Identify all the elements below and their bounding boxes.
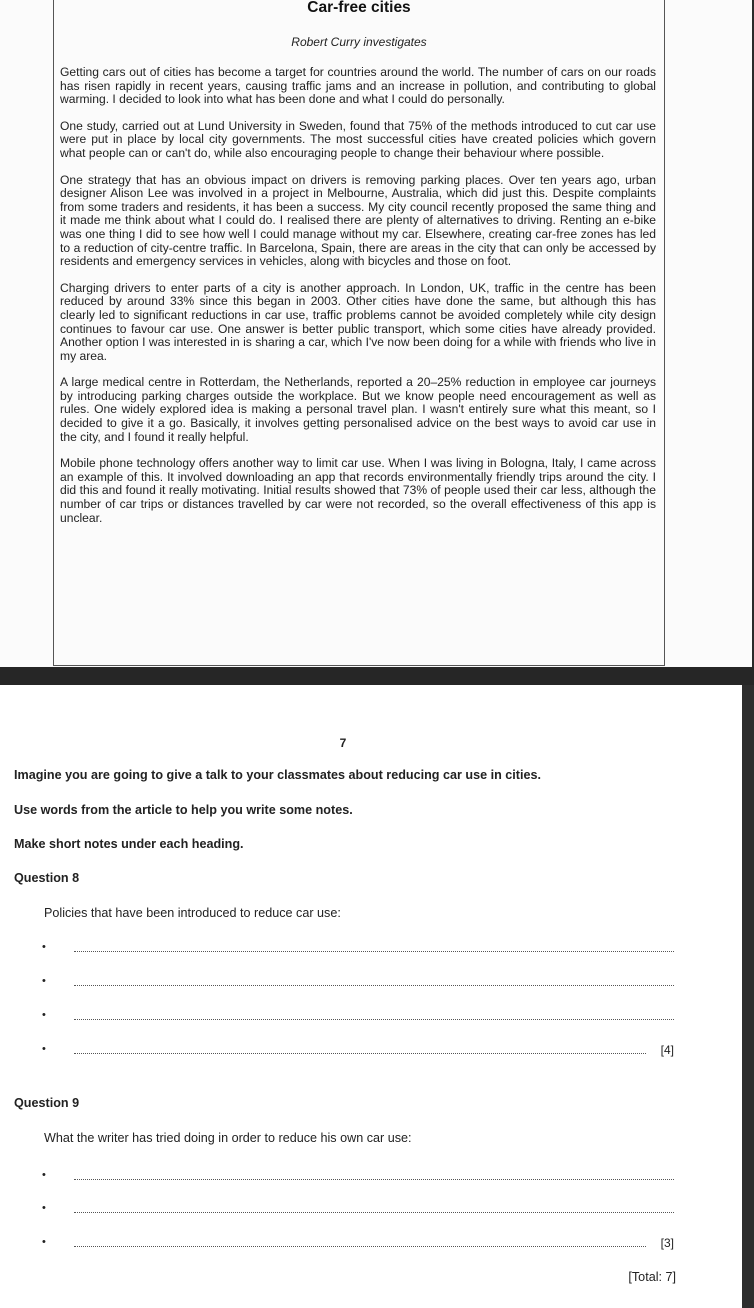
- bullet-icon: •: [42, 941, 46, 953]
- article-paragraph: Mobile phone technology offers another way to limit car use. When I was living in Bologna, Italy, I came across an example of this. It involved downloading an app that records environmentally friendly trips around the city. I did this and found it really motivating. Initial results showed that 73% of people used their car less, although the number of car trips or distances travelled by car were not recorded, so the overall effectiveness of this app is unclear.: [60, 456, 656, 525]
- answer-line[interactable]: [42, 1009, 674, 1023]
- bullet-icon: •: [42, 1169, 46, 1181]
- bullet-icon: •: [42, 1043, 46, 1055]
- dotted-answer-line: [74, 1212, 674, 1213]
- question-8-prompt: Policies that have been introduced to reduce car use:: [44, 906, 341, 920]
- question-9-heading: Question 9: [14, 1096, 80, 1110]
- page-gap: [0, 667, 754, 685]
- bullet-icon: •: [42, 1009, 46, 1021]
- article-title: Car-free cities: [307, 0, 411, 16]
- answer-line[interactable]: [42, 1236, 674, 1250]
- answer-line[interactable]: [42, 941, 674, 955]
- dotted-answer-line: [74, 1019, 674, 1020]
- answer-line[interactable]: [42, 975, 674, 989]
- answer-line[interactable]: [42, 1043, 674, 1057]
- question-8-marks: [4]: [660, 1043, 674, 1057]
- question-9-prompt: What the writer has tried doing in order to reduce his own car use:: [44, 1131, 412, 1145]
- dotted-answer-line: [74, 1246, 646, 1247]
- article-paragraph: A large medical centre in Rotterdam, the Netherlands, reported a 20–25% reduction in employee car journeys by introducing parking charges outside the workplace. But we know people need encouragement as well as rules. One widely explored idea is making a personal travel plan. I wasn't entirely sure what this meant, so I decided to give it a go. Basically, it involves getting personalised advice on the best ways to avoid car use in the city, and I found it really helpful.: [60, 375, 656, 444]
- answer-line[interactable]: [42, 1169, 674, 1183]
- answer-line[interactable]: [42, 1202, 674, 1216]
- instruction-line: Make short notes under each heading.: [14, 837, 244, 851]
- article-byline: Robert Curry investigates: [291, 35, 427, 49]
- article-box: [53, 0, 665, 666]
- dotted-answer-line: [74, 985, 674, 986]
- article-body: [60, 66, 656, 538]
- instruction-line: Use words from the article to help you write some notes.: [14, 803, 353, 817]
- bullet-icon: •: [42, 1236, 46, 1248]
- article-paragraph: Getting cars out of cities has become a target for countries around the world. The number of cars on our roads has risen rapidly in recent years, causing traffic jams and an increase in pollution, and contributing to global warming. I decided to look into what has been done and what I could do personally.: [60, 65, 656, 107]
- questions-page: [0, 685, 742, 1308]
- page-edge: [742, 685, 754, 1308]
- dotted-answer-line: [74, 1179, 674, 1180]
- dotted-answer-line: [74, 951, 674, 952]
- question-8-heading: Question 8: [14, 871, 80, 885]
- bullet-icon: •: [42, 1202, 46, 1214]
- total-marks: [Total: 7]: [628, 1270, 676, 1284]
- question-9-marks: [3]: [660, 1236, 674, 1250]
- article-paragraph: One study, carried out at Lund University in Sweden, found that 75% of the methods introduced to cut car use were put in place by local city governments. The most successful cities have created policies which govern what people can or can't do, while also encouraging people to change their behaviour where possible.: [60, 118, 656, 160]
- bullet-icon: •: [42, 975, 46, 987]
- dotted-answer-line: [74, 1053, 646, 1054]
- instruction-line: Imagine you are going to give a talk to your classmates about reducing car use in cities.: [14, 768, 541, 782]
- article-paragraph: One strategy that has an obvious impact on drivers is removing parking places. Over ten years ago, urban designer Alison Lee was involved in a project in Melbourne, Australia, which did just this. Despite complaints from some traders and residents, it has been a success. My city council recently proposed the same thing and it made me think about what I could do. I realised there are plenty of alternatives to driving. Renting an e-bike was one thing I did to see how well I could manage without my car. Elsewhere, creating car-free zones has led to a reduction of city-centre traffic. In Barcelona, Spain, there are areas in the city that can only be accessed by residents and emergency services in vehicles, along with bicycles and those on foot.: [60, 172, 656, 269]
- article-paragraph: Charging drivers to enter parts of a city is another approach. In London, UK, traffic in the centre has been reduced by around 33% since this began in 2003. Other cities have done the same, but although this has clearly led to significant reductions in car use, traffic problems cannot be avoided completely while city design continues to favour car use. One answer is better public transport, which some cities have already provided. Another option I was interested in is sharing a car, which I've now been doing for a while with friends who live in my area.: [60, 280, 656, 363]
- page-number: 7: [339, 736, 347, 750]
